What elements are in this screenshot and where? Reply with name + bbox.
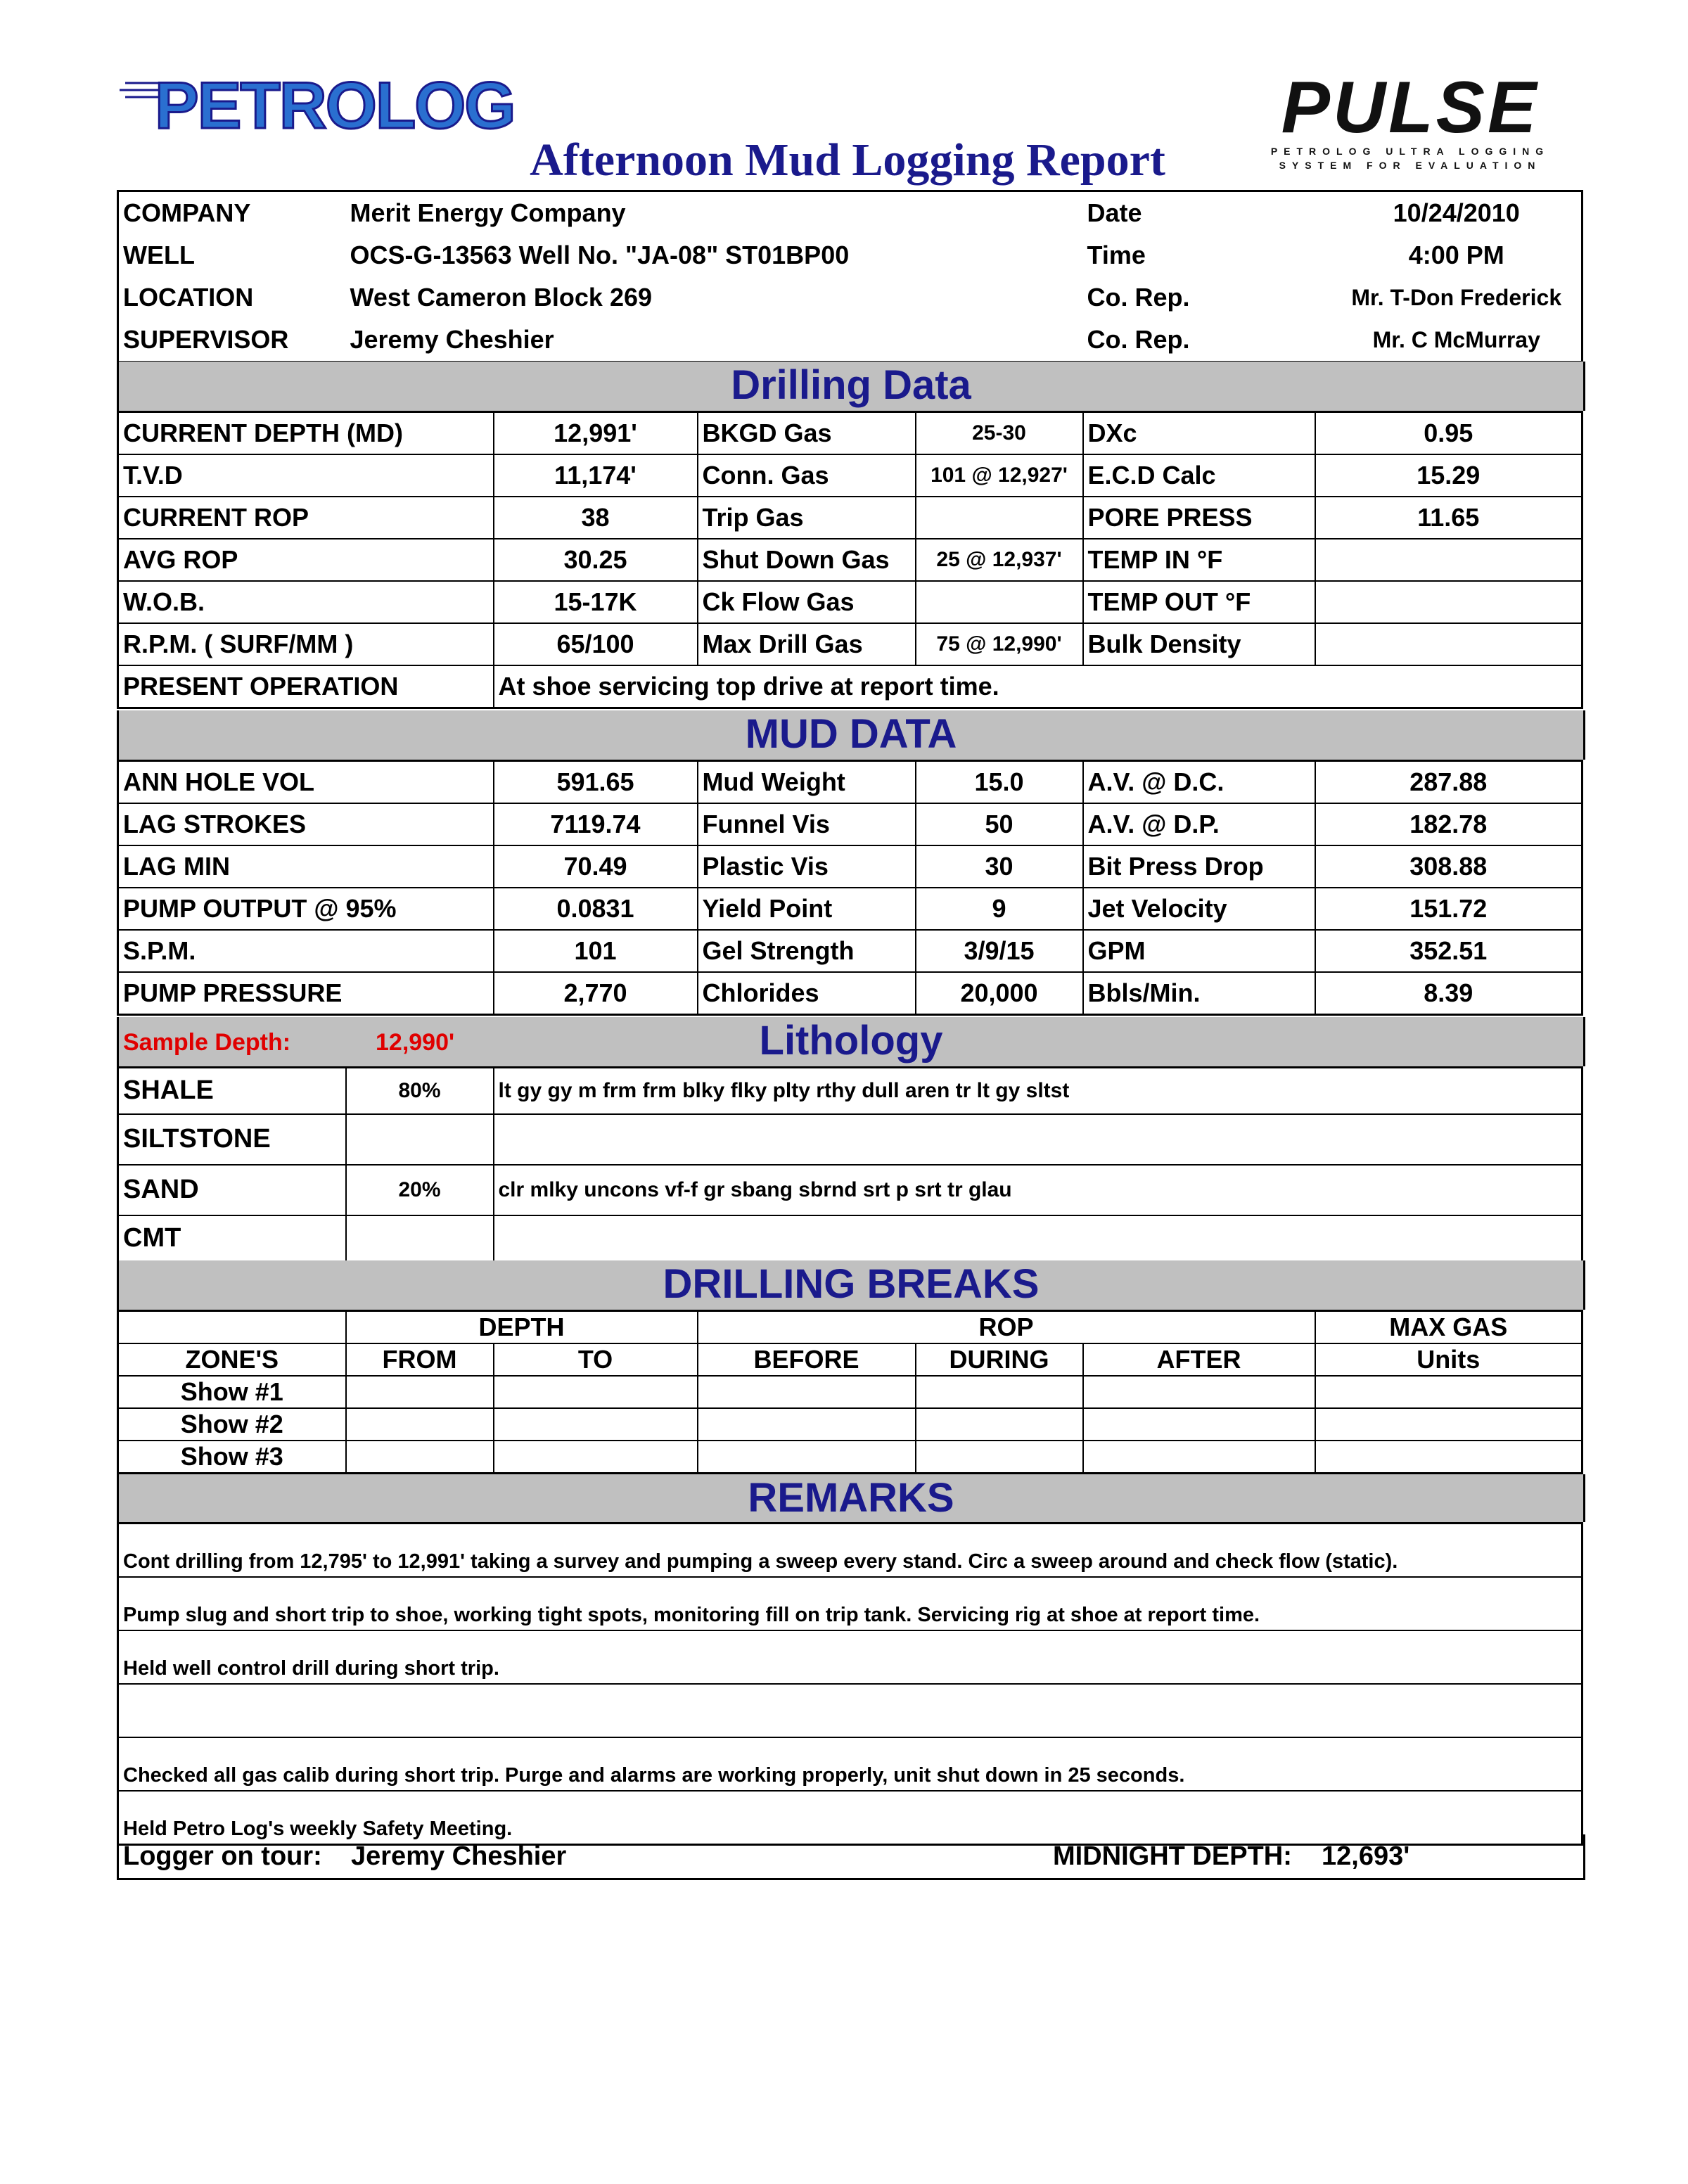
gas-param-value: 101 @ 12,927' [916,454,1083,497]
before-column-header: BEFORE [698,1343,916,1376]
gas-param-label: BKGD Gas [698,412,916,455]
svg-text:PULSE: PULSE [1281,70,1540,148]
mud-data-heading: MUD DATA [117,710,1585,760]
during-column-header: DURING [916,1343,1083,1376]
mud-param-value: 101 [494,930,698,972]
mud-param-label: S.P.M. [118,930,494,972]
hydraulics-label: A.V. @ D.P. [1083,803,1315,845]
mud-param-value: 2,770 [494,972,698,1015]
max-gas-header: MAX GAS [1315,1311,1582,1344]
gas-param-label: Shut Down Gas [698,539,916,581]
midnight-depth-label: MIDNIGHT DEPTH: [1053,1841,1292,1871]
calc-param-label: E.C.D Calc [1083,454,1315,497]
mud-param-label: LAG MIN [118,845,494,888]
mud-property-value: 30 [916,845,1083,888]
remark-line [118,1684,1582,1737]
break-cell [1315,1408,1582,1441]
drilling-breaks-table [117,1310,1583,1474]
calc-param-value: 0.95 [1315,412,1582,455]
gas-param-label: Ck Flow Gas [698,581,916,623]
report-title: Afternoon Mud Logging Report [530,134,1165,186]
break-cell [1083,1408,1315,1441]
svg-text:PETROLOG ULTRA LOGGING: PETROLOG ULTRA LOGGING [1270,146,1550,157]
rop-group-header: ROP [698,1311,1315,1344]
time-label: Time [1087,241,1146,269]
after-column-header: AFTER [1083,1343,1315,1376]
show-row-label: Show #1 [118,1376,346,1408]
lithology-percent: 20% [346,1165,494,1215]
hydraulics-value: 287.88 [1315,761,1582,804]
svg-text:PETROLOG: PETROLOG [155,70,515,142]
hydraulics-label: Bit Press Drop [1083,845,1315,888]
gas-param-label: Conn. Gas [698,454,916,497]
calc-param-value: 11.65 [1315,497,1582,539]
break-cell [494,1441,698,1474]
drilling-param-label: CURRENT DEPTH (MD) [118,412,494,455]
lithology-description: lt gy gy m frm frm blky flky plty rthy dull aren tr lt gy sltst [494,1068,1582,1114]
mud-property-label: Mud Weight [698,761,916,804]
zone-column-header: ZONE'S [118,1343,346,1376]
sample-depth-value: 12,990' [376,1029,455,1056]
lithology-percent [346,1215,494,1262]
gas-param-label: Trip Gas [698,497,916,539]
calc-param-label: PORE PRESS [1083,497,1315,539]
lithology-description [494,1114,1582,1165]
drilling-param-value: 38 [494,497,698,539]
lithology-title: Lithology [759,1018,943,1064]
supervisor-value: Jeremy Cheshier [350,325,554,354]
calc-param-label: Bulk Density [1083,623,1315,665]
to-column-header: TO [494,1343,698,1376]
break-cell [1083,1376,1315,1408]
mud-property-value: 50 [916,803,1083,845]
gas-param-value: 25 @ 12,937' [916,539,1083,581]
break-cell [494,1376,698,1408]
mud-property-value: 20,000 [916,972,1083,1015]
lithology-percent: 80% [346,1068,494,1114]
drilling-param-value: 12,991' [494,412,698,455]
zone-header-blank [118,1311,346,1344]
remark-line: Checked all gas calib during short trip. Purge and alarms are working properly, unit shut down in 25 seconds. [118,1737,1582,1791]
remarks-table [117,1522,1583,1846]
hydraulics-value: 8.39 [1315,972,1582,1015]
mud-property-label: Plastic Vis [698,845,916,888]
calc-param-value [1315,623,1582,665]
calc-param-label: DXc [1083,412,1315,455]
drilling-breaks-heading: DRILLING BREAKS [117,1260,1585,1310]
company-value: Merit Energy Company [350,198,626,227]
lithology-description: clr mlky uncons vf-f gr sbang sbrnd srt p srt tr glau [494,1165,1582,1215]
mud-property-value: 3/9/15 [916,930,1083,972]
co-rep-label: Co. Rep. [1087,283,1190,312]
mud-param-value: 70.49 [494,845,698,888]
time-value: 4:00 PM [1408,241,1504,269]
lithology-name: SHALE [118,1068,346,1114]
gas-param-value [916,581,1083,623]
calc-param-value [1315,539,1582,581]
mud-param-label: PUMP PRESSURE [118,972,494,1015]
break-cell [494,1408,698,1441]
mud-param-value: 591.65 [494,761,698,804]
calc-param-value [1315,581,1582,623]
from-column-header: FROM [346,1343,494,1376]
break-cell [1315,1376,1582,1408]
drilling-param-value: 15-17K [494,581,698,623]
svg-text:SYSTEM FOR EVALUATION: SYSTEM FOR EVALUATION [1279,160,1542,171]
date-label: Date [1087,198,1142,227]
mud-property-label: Funnel Vis [698,803,916,845]
mud-param-label: ANN HOLE VOL [118,761,494,804]
gas-param-value [916,497,1083,539]
break-cell [346,1376,494,1408]
break-cell [698,1441,916,1474]
location-value: West Cameron Block 269 [350,283,653,312]
remark-line: Held Petro Log's weekly Safety Meeting. [118,1791,1582,1845]
logger-name: Jeremy Cheshier [351,1841,567,1871]
break-cell [698,1408,916,1441]
well-info-table [117,190,1583,363]
drilling-param-label: R.P.M. ( SURF/MM ) [118,623,494,665]
hydraulics-label: A.V. @ D.C. [1083,761,1315,804]
drilling-data-table [117,411,1583,709]
drilling-param-value: 30.25 [494,539,698,581]
sample-depth-label: Sample Depth: [123,1029,291,1056]
co-rep-value: Mr. C McMurray [1372,326,1540,352]
remark-line: Held well control drill during short trip. [118,1630,1582,1684]
lithology-description [494,1215,1582,1262]
remark-line: Pump slug and short trip to shoe, working tight spots, monitoring fill on trip tank. Servicing rig at shoe at report time. [118,1577,1582,1630]
mud-param-value: 0.0831 [494,888,698,930]
drilling-param-label: AVG ROP [118,539,494,581]
calc-param-label: TEMP OUT °F [1083,581,1315,623]
break-cell [1083,1441,1315,1474]
hydraulics-label: Bbls/Min. [1083,972,1315,1015]
hydraulics-value: 308.88 [1315,845,1582,888]
mud-property-label: Yield Point [698,888,916,930]
lithology-name: SAND [118,1165,346,1215]
co-rep-value: Mr. T-Don Frederick [1351,284,1562,310]
drilling-param-value: 65/100 [494,623,698,665]
logger-label: Logger on tour: [123,1841,322,1871]
remarks-heading: REMARKS [117,1474,1585,1522]
mud-data-table [117,760,1583,1016]
lithology-table [117,1066,1583,1263]
mud-param-value: 7119.74 [494,803,698,845]
report-footer [117,1834,1585,1880]
gas-param-value: 75 @ 12,990' [916,623,1083,665]
co-rep-label: Co. Rep. [1087,325,1190,354]
well-value: OCS-G-13563 Well No. "JA-08" ST01BP00 [350,241,850,269]
mud-param-label: LAG STROKES [118,803,494,845]
break-cell [346,1408,494,1441]
gas-param-label: Max Drill Gas [698,623,916,665]
mud-property-value: 9 [916,888,1083,930]
hydraulics-value: 151.72 [1315,888,1582,930]
break-cell [1315,1441,1582,1474]
break-cell [916,1441,1083,1474]
mud-property-value: 15.0 [916,761,1083,804]
drilling-param-label: CURRENT ROP [118,497,494,539]
present-operation-value: At shoe servicing top drive at report time. [494,665,1582,708]
break-cell [916,1408,1083,1441]
lithology-name: SILTSTONE [118,1114,346,1165]
present-operation-label: PRESENT OPERATION [118,665,494,708]
calc-param-value: 15.29 [1315,454,1582,497]
lithology-percent [346,1114,494,1165]
show-row-label: Show #3 [118,1441,346,1474]
drilling-data-heading: Drilling Data [117,362,1585,411]
break-cell [916,1376,1083,1408]
midnight-depth-value: 12,693' [1322,1841,1410,1871]
date-value: 10/24/2010 [1393,198,1520,227]
drilling-param-value: 11,174' [494,454,698,497]
depth-group-header: DEPTH [346,1311,698,1344]
hydraulics-value: 352.51 [1315,930,1582,972]
gas-param-value: 25-30 [916,412,1083,455]
units-column-header: Units [1315,1343,1582,1376]
drilling-param-label: W.O.B. [118,581,494,623]
break-cell [698,1376,916,1408]
hydraulics-value: 182.78 [1315,803,1582,845]
hydraulics-label: GPM [1083,930,1315,972]
hydraulics-label: Jet Velocity [1083,888,1315,930]
well-label: WELL [123,241,195,269]
mud-param-label: PUMP OUTPUT @ 95% [118,888,494,930]
drilling-param-label: T.V.D [118,454,494,497]
remark-line: Cont drilling from 12,795' to 12,991' taking a survey and pumping a sweep every stand. Circ a sweep around and check flow (static). [118,1524,1582,1578]
mud-property-label: Gel Strength [698,930,916,972]
lithology-heading [117,1017,1585,1066]
lithology-name: CMT [118,1215,346,1262]
location-label: LOCATION [123,283,254,312]
calc-param-label: TEMP IN °F [1083,539,1315,581]
break-cell [346,1441,494,1474]
company-label: COMPANY [123,198,251,227]
show-row-label: Show #2 [118,1408,346,1441]
supervisor-label: SUPERVISOR [123,325,289,354]
mud-property-label: Chlorides [698,972,916,1015]
